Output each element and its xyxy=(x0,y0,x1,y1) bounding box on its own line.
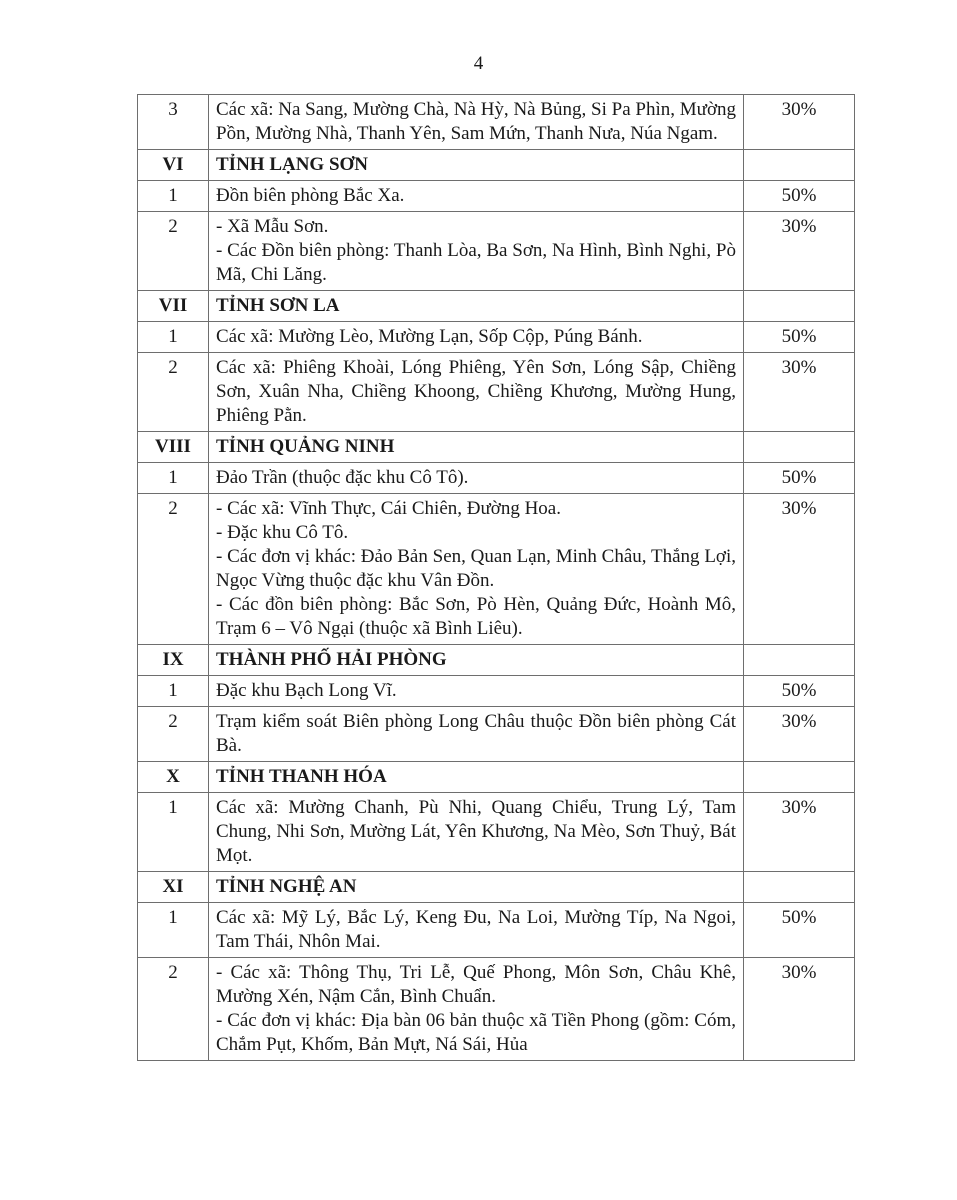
table-row xyxy=(138,322,855,353)
section-title: TỈNH LẠNG SƠN xyxy=(209,150,744,181)
item-number: 2 xyxy=(138,958,209,1061)
description-line: Các xã: Mường Chanh, Pù Nhi, Quang Chiểu, Trung Lý, Tam Chung, Nhi Sơn, Mường Lát, Yên Khương, Na Mèo, Sơn Thuỷ, Bát Mọt. xyxy=(216,797,736,866)
section-title: TỈNH QUẢNG NINH xyxy=(209,432,744,463)
section-title: TỈNH THANH HÓA xyxy=(209,762,744,793)
table-row xyxy=(138,676,855,707)
table-row xyxy=(138,212,855,291)
description-line: - Các đồn biên phòng: Bắc Sơn, Pò Hèn, Quảng Đức, Hoành Mô, Trạm 6 – Vô Ngại (thuộc xã Bình Liêu). xyxy=(216,594,736,639)
description-line: - Các đơn vị khác: Địa bàn 06 bản thuộc xã Tiền Phong (gồm: Cóm, Chắm Pụt, Khốm, Bản Mựt, Ná Sái, Hủa xyxy=(216,1010,736,1055)
table-row xyxy=(138,903,855,958)
description-line: Các xã: Na Sang, Mường Chà, Nà Hỳ, Nà Bủng, Si Pa Phìn, Mường Pồn, Mường Nhà, Thanh Yên, Sam Mứn, Thanh Nưa, Núa Ngam. xyxy=(216,99,736,144)
section-row xyxy=(138,432,855,463)
section-rate-cell xyxy=(744,150,855,181)
table-row xyxy=(138,494,855,645)
section-title: TỈNH NGHỆ AN xyxy=(209,872,744,903)
allowance-rate: 50% xyxy=(744,322,855,353)
allowance-rate: 30% xyxy=(744,494,855,645)
item-description xyxy=(209,212,744,291)
item-description xyxy=(209,903,744,958)
item-number: 1 xyxy=(138,181,209,212)
item-description xyxy=(209,463,744,494)
description-line: Các xã: Mường Lèo, Mường Lạn, Sốp Cộp, Púng Bánh. xyxy=(216,326,643,347)
description-line: - Xã Mẫu Sơn. xyxy=(216,216,329,237)
item-number: 1 xyxy=(138,793,209,872)
item-description xyxy=(209,707,744,762)
section-row xyxy=(138,872,855,903)
item-description xyxy=(209,958,744,1061)
section-row xyxy=(138,291,855,322)
page-number: 4 xyxy=(473,53,484,74)
item-description xyxy=(209,793,744,872)
item-description xyxy=(209,95,744,150)
section-title: THÀNH PHỐ HẢI PHÒNG xyxy=(209,645,744,676)
allowance-rate: 30% xyxy=(744,95,855,150)
section-row xyxy=(138,645,855,676)
section-number: XI xyxy=(138,872,209,903)
table-row xyxy=(138,353,855,432)
item-description xyxy=(209,494,744,645)
item-description xyxy=(209,676,744,707)
allowance-rate: 50% xyxy=(744,463,855,494)
description-line: - Các xã: Vĩnh Thực, Cái Chiên, Đường Hoa. xyxy=(216,498,561,519)
description-line: Đồn biên phòng Bắc Xa. xyxy=(216,185,405,206)
section-rate-cell xyxy=(744,432,855,463)
allowance-rate: 30% xyxy=(744,353,855,432)
item-description xyxy=(209,353,744,432)
allowance-rate: 30% xyxy=(744,707,855,762)
section-number: VIII xyxy=(138,432,209,463)
description-line: - Các Đồn biên phòng: Thanh Lòa, Ba Sơn, Na Hình, Bình Nghi, Pò Mã, Chi Lăng. xyxy=(216,240,736,285)
table-row xyxy=(138,707,855,762)
allowance-table xyxy=(137,94,855,1061)
section-rate-cell xyxy=(744,645,855,676)
section-number: X xyxy=(138,762,209,793)
description-line: Các xã: Mỹ Lý, Bắc Lý, Keng Đu, Na Loi, Mường Típ, Na Ngoi, Tam Thái, Nhôn Mai. xyxy=(216,907,736,952)
section-rate-cell xyxy=(744,762,855,793)
item-description xyxy=(209,181,744,212)
description-line: - Các xã: Thông Thụ, Tri Lễ, Quế Phong, Môn Sơn, Châu Khê, Mường Xén, Nậm Cắn, Bình Chuẩn. xyxy=(216,962,736,1007)
item-number: 1 xyxy=(138,676,209,707)
section-number: IX xyxy=(138,645,209,676)
allowance-rate: 30% xyxy=(744,958,855,1061)
allowance-rate: 30% xyxy=(744,793,855,872)
allowance-rate: 50% xyxy=(744,676,855,707)
description-line: Đặc khu Bạch Long Vĩ. xyxy=(216,680,397,701)
item-number: 1 xyxy=(138,463,209,494)
section-row xyxy=(138,150,855,181)
allowance-rate: 50% xyxy=(744,903,855,958)
item-number: 1 xyxy=(138,322,209,353)
allowance-rate: 30% xyxy=(744,212,855,291)
item-number: 2 xyxy=(138,353,209,432)
item-number: 3 xyxy=(138,95,209,150)
table-row xyxy=(138,95,855,150)
description-line: - Các đơn vị khác: Đảo Bản Sen, Quan Lạn, Minh Châu, Thắng Lợi, Ngọc Vừng thuộc đặc khu Vân Đồn. xyxy=(216,546,736,591)
section-row xyxy=(138,762,855,793)
section-rate-cell xyxy=(744,291,855,322)
description-line: Các xã: Phiêng Khoài, Lóng Phiêng, Yên Sơn, Lóng Sập, Chiềng Sơn, Xuân Nha, Chiềng Khoong, Chiềng Khương, Mường Hung, Phiêng Pằn. xyxy=(216,357,736,426)
table-row xyxy=(138,463,855,494)
item-number: 2 xyxy=(138,212,209,291)
table-row xyxy=(138,958,855,1061)
section-rate-cell xyxy=(744,872,855,903)
table-body xyxy=(138,95,855,1061)
section-title: TỈNH SƠN LA xyxy=(209,291,744,322)
section-number: VI xyxy=(138,150,209,181)
description-line: Đảo Trần (thuộc đặc khu Cô Tô). xyxy=(216,467,469,488)
item-description xyxy=(209,322,744,353)
description-line: - Đặc khu Cô Tô. xyxy=(216,522,349,543)
item-number: 1 xyxy=(138,903,209,958)
table-row xyxy=(138,181,855,212)
table-row xyxy=(138,793,855,872)
item-number: 2 xyxy=(138,494,209,645)
item-number: 2 xyxy=(138,707,209,762)
description-line: Trạm kiểm soát Biên phòng Long Châu thuộc Đồn biên phòng Cát Bà. xyxy=(216,711,736,756)
allowance-rate: 50% xyxy=(744,181,855,212)
section-number: VII xyxy=(138,291,209,322)
